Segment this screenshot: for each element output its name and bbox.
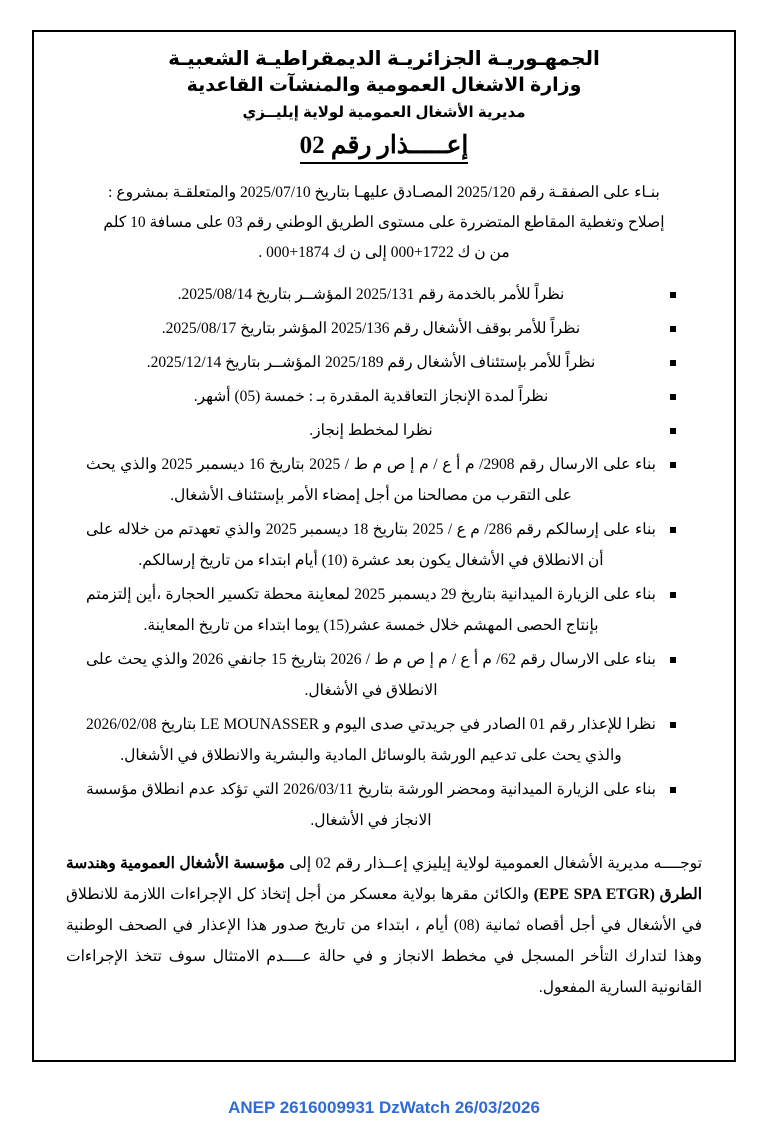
intro-line-contract: بنـاء على الصفقـة رقم 2025/120 المصـادق عليهـا بتاريخ 2025/07/10 والمتعلقـة بمشروع : [108, 183, 660, 201]
contractor-company-name: مؤسسة الأشغال العمومية وهندسة الطرق (EPE SPA ETGR) [66, 854, 702, 903]
clause-text: نظراً للأمر بالخدمة رقم 2025/131 المؤشــر بتاريخ 2025/08/14. [177, 285, 565, 303]
intro-paragraph [56, 178, 712, 269]
intro-line-kilometers: من ن ك 1722+000 إلى ن ك 1874+000 . [258, 244, 510, 262]
clause-text-after: بتاريخ 2026/02/08 والذي يحث على تدعيم الورشة بالوسائل المادية والبشرية والانطلاق في الأشغال. [86, 715, 622, 764]
closing-text-part1: توجــــه مديرية الأشغال العمومية لولاية إيليزي إعــذار رقم 02 إلى [284, 854, 703, 872]
list-item [86, 279, 678, 310]
clause-text-before: نظرا للإعذار رقم 01 الصادر في جريدتي صدى اليوم و [319, 715, 656, 733]
clause-list [56, 279, 712, 836]
list-item [86, 774, 678, 836]
newspaper-name-latin: LE MOUNASSER [200, 715, 320, 733]
header-ministry-line: وزارة الاشغال العمومية والمنشآت القاعدية [186, 75, 582, 96]
clause-text: نظرا لمخطط إنجاز. [309, 421, 433, 439]
intro-line-project: إصلاح وتغطية المقاطع المتضررة على مستوى الطريق الوطني رقم 03 على مسافة 10 كلم [103, 214, 665, 232]
list-item [86, 709, 678, 771]
list-item [86, 514, 678, 576]
page-title: إعـــــذار رقم 02 [300, 131, 469, 164]
list-item [86, 381, 678, 412]
list-item [86, 449, 678, 511]
list-item [86, 579, 678, 641]
document-body [34, 32, 734, 1013]
anep-footer: ANEP 2616009931 DzWatch 26/03/2026 [228, 1098, 540, 1117]
list-item [86, 347, 678, 378]
page-title-wrapper [56, 131, 712, 164]
document-border-frame [32, 30, 736, 1062]
clause-text: بناء على الزيارة الميدانية ومحضر الورشة بتاريخ 2026/03/11 التي تؤكد عدم انطلاق مؤسسة الانجاز في الأشغال. [86, 780, 656, 829]
clause-text: نظراً لمدة الإنجاز التعاقدية المقدرة بـ : خمسة (05) أشهر. [193, 387, 549, 405]
clause-text: بناء على الزيارة الميدانية بتاريخ 29 ديسمبر 2025 لمعاينة محطة تكسير الحجارة ،أين إلتزمتم بإنتاج الحصى المهشم خلال خمسة عشر(15) يوما ابتداء من تاريخ المعاينة. [86, 585, 656, 634]
closing-text-part2: والكائن مقرها بولاية معسكر من أجل إتخاذ كل الإجراءات اللازمة للانطلاق في الأشغال في أجل أقصاه ثمانية (08) أيام ، ابتداء من تاريخ صدور هذا الإعذار في الصحف الوطنية وهذا لتدارك التأخر المسجل في مخطط الانجاز و في حالة عــــدم الامتثال سوف تتخذ الإجراءات القانونية السارية المفعول. [66, 885, 702, 996]
document-header [56, 46, 712, 123]
header-directorate-line: مديرية الأشغال العمومية لولاية إيليــزي [242, 103, 526, 121]
header-republic-line: الجمهـوريـة الجزائريـة الديمقراطيـة الشعبيـة [168, 48, 600, 70]
clause-text: بناء على الارسال رقم 2908/ م أ ع / م إ ص م ط / 2025 بتاريخ 16 ديسمبر 2025 والذي يحث على التقرب من مصالحنا من أجل إمضاء الأمر بإستئناف الأشغال. [86, 455, 656, 504]
clause-text: نظراً للأمر بوقف الأشغال رقم 2025/136 المؤشر بتاريخ 2025/08/17. [161, 319, 581, 337]
closing-paragraph [62, 848, 706, 1003]
list-item [86, 415, 678, 446]
clause-text: نظراً للأمر بإستئناف الأشغال رقم 2025/189 المؤشــر بتاريخ 2025/12/14. [146, 353, 596, 371]
clause-text: بناء على إرسالكم رقم 286/ م ع / 2025 بتاريخ 18 ديسمبر 2025 والذي تعهدتم من خلاله على أن الانطلاق في الأشغال يكون بعد عشرة (10) أيام ابتداء من تاريخ إرسالكم. [86, 520, 656, 569]
clause-text: بناء على الارسال رقم 62/ م أ ع / م إ ص م ط / 2026 بتاريخ 15 جانفي 2026 والذي يحث على الانطلاق في الأشغال. [86, 650, 656, 699]
list-item [86, 313, 678, 344]
list-item [86, 644, 678, 706]
